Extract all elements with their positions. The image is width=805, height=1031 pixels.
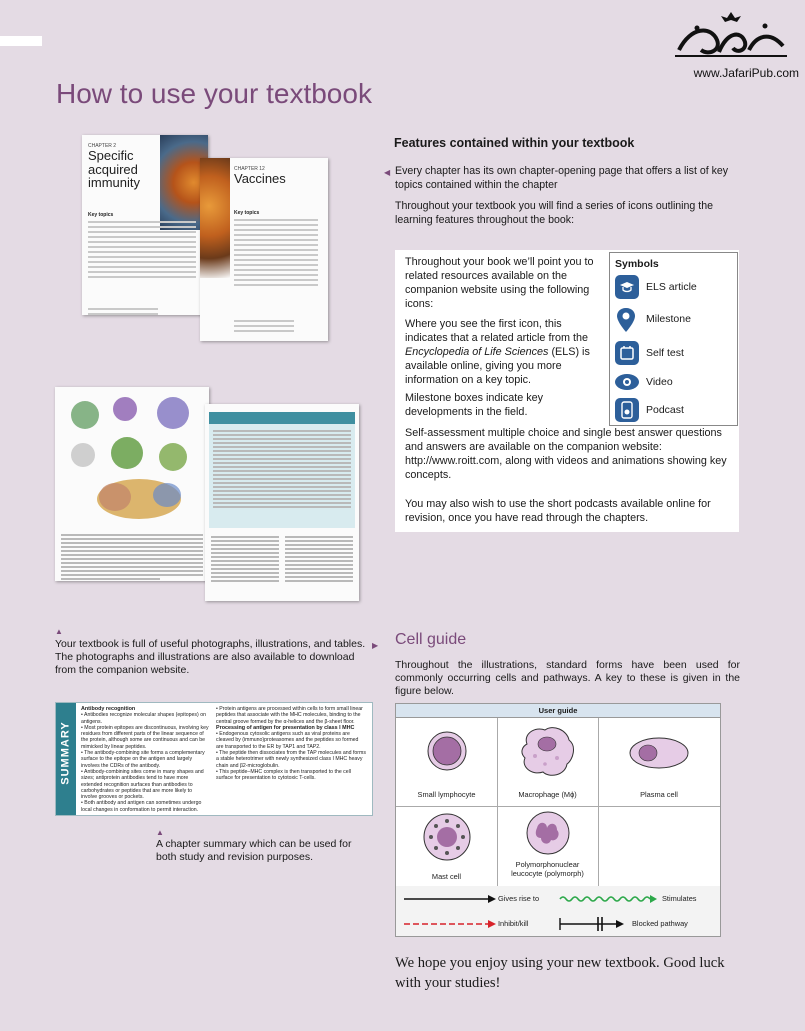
self-test-label: Self test (646, 347, 684, 359)
self-test-icon (615, 341, 639, 365)
polymorph-icon (525, 810, 571, 856)
cell-guide-title: Cell guide (395, 631, 467, 648)
video-icon (614, 373, 640, 396)
closing-message: We hope you enjoy using your new textbook. Good luck with your studies! (395, 955, 725, 991)
summary-left-item-text: Both antibody and antigen can sometimes undergo local changes in conformation to permit interaction. (81, 800, 202, 813)
els-desc-a: Where you see the first icon, this indicates that a related article from the (405, 318, 589, 344)
summary-right-item-text: The peptide then dissociates from the TAP molecules and forms a stable heterotrimer with newly synthesized class I MHC heavy chain and β2-microglobulin. (216, 750, 366, 769)
book2-key-topics: Key topics (234, 209, 260, 216)
plasma-cell-icon (628, 736, 690, 770)
small-lymphocyte-label: Small lymphocyte (417, 790, 476, 799)
features-para-2: Throughout your textbook you will find a series of icons outlining the learning features throughout the book: (395, 200, 713, 226)
chapter-summary-box (55, 702, 373, 816)
polymorph-label: Polymorphonuclear leucocyte (polymorph) (511, 860, 584, 878)
summary-band-label: SUMMARY (59, 721, 72, 785)
book1-title: Specific acquired immunity (88, 148, 141, 191)
milestone-description: Milestone boxes indicate key developments in the field. (405, 392, 544, 418)
publisher-url[interactable]: www.JafariPub.com (693, 66, 799, 80)
summary-left-item-text: Most protein epitopes are discontinuous, involving key residues from different parts of the linear sequence of the protein, although some are continuous and can be mimicked by linear peptides. (81, 724, 209, 750)
summary-right-item: • This peptide–MHC complex is then transported to the cell surface for presentation to cytotoxic T-cells. (216, 768, 351, 782)
blocked-pathway-icon (558, 915, 628, 933)
summary-right-item-text: This peptide–MHC complex is then transported to the cell surface for presentation to cytotoxic T-cells. (216, 768, 351, 782)
protein-structure-illustration (55, 387, 209, 527)
cell-guide-text: Throughout the illustrations, standard forms have been used for commonly occurring cells and pathways. A key to these is given in the figure below. (395, 659, 740, 697)
small-lymphocyte-icon (426, 730, 468, 772)
book1-key-topics: Key topics (88, 211, 114, 218)
video-label: Video (646, 376, 673, 388)
summary-left-item-text: Antibodies recognize molecular shapes (epitopes) on antigens. (81, 712, 206, 725)
pointer-right-icon: ▶ (372, 641, 379, 650)
summary-band (56, 703, 76, 815)
summary-left-item: • Antibodies recognize molecular shapes (epitopes) on antigens. (81, 712, 206, 725)
symbols-panel-title: Symbols (615, 258, 659, 270)
mast-cell-icon (422, 812, 472, 862)
cell-plasma (598, 718, 720, 807)
els-desc-b: (ELS) is available online, giving you more information on a key topic. (405, 346, 590, 386)
els-article-icon (615, 275, 639, 299)
summary-right-item: • Protein antigens are processed within cells to form small linear peptides that associate with the MHC molecules, binding to the central groove formed by the α-helices and the β-sheet floor. (216, 706, 363, 725)
summary-left-column (81, 706, 209, 813)
gives-rise-to-arrow-icon (402, 894, 498, 904)
inhibit-kill-label: Inhibit/kill (498, 919, 529, 928)
macrophage-icon (519, 724, 577, 780)
summary-left-heading: Antibody recognition (81, 706, 136, 712)
pointer-up-icon: ▲ (55, 627, 63, 636)
summary-right-column (216, 706, 366, 782)
plasma-cell-label: Plasma cell (640, 790, 678, 799)
macrophage-label: Macrophage (Mϕ) (518, 790, 577, 799)
stimulates-arrow-icon (558, 894, 658, 904)
corner-tab (0, 36, 42, 46)
book2-chapter: CHAPTER 12 (234, 166, 265, 172)
book2-title: Vaccines (234, 171, 286, 186)
gives-rise-to-label: Gives rise to (498, 894, 540, 903)
stimulates-label: Stimulates (662, 894, 697, 903)
summary-left-item-text: Antibody-combining sites come in many shapes and sizes; antiprotein antibodies tend to have more extended recognition surfaces than antibodies to carbohydrates or peptides that are more likely to involve grooves or pockets. (81, 768, 204, 801)
selftest-description: Self-assessment multiple choice and single best answer questions and answers are available on the companion website: http://www.roitt.com, along with videos and animations showing key concepts. (405, 427, 727, 481)
summary-caption: A chapter summary which can be used for both study and revision purposes. (156, 838, 352, 863)
els-description (405, 317, 605, 387)
cell-macrophage (497, 718, 599, 807)
legend-row-2 (396, 911, 720, 936)
summary-left-item: • Both antibody and antigen can sometimes undergo local changes in conformation to permit interaction. (81, 800, 202, 813)
symbols-panel (609, 252, 738, 426)
page-title: How to use your textbook (56, 78, 372, 109)
user-guide-figure (395, 703, 721, 937)
milestone-icon (616, 307, 636, 333)
features-para-1: Every chapter has its own chapter-opening page that offers a list of key topics contained within the chapter (395, 165, 729, 191)
publisher-logo (671, 6, 791, 64)
cell-small-lymphocyte (396, 718, 498, 807)
figure-page-thumbnail (55, 387, 209, 581)
figures-caption: Your textbook is full of useful photographs, illustrations, and tables. The photographs and illustrations are also available to download from the companion website. (55, 638, 366, 676)
summary-right-item: • Endogenous cytosolic antigens such as viral proteins are cleaved by (immuno)proteasomes and the peptides so formed are transported to the ER by TAP1 and TAP2. (216, 731, 359, 750)
cell-mast (396, 806, 498, 887)
els-article-label: ELS article (646, 281, 697, 293)
user-guide-title: User guide (396, 704, 720, 718)
summary-left-item: • Antibody-combining sites come in many shapes and sizes; antiprotein antibodies tend to have more extended recognition surfaces than antibodies to carbohydrates or peptides that are more likely to involve grooves or pockets. (81, 768, 204, 801)
inhibit-kill-arrow-icon (402, 919, 498, 929)
els-desc-italic: Encyclopedia of Life Sciences (405, 346, 549, 358)
summary-right-item: • The peptide then dissociates from the TAP molecules and forms a stable heterotrimer with newly synthesized class I MHC heavy chain and β2-microglobulin. (216, 750, 366, 769)
book1-chapter: CHAPTER 2 (88, 143, 117, 149)
cell-polymorph (497, 806, 599, 887)
features-title: Features contained within your textbook (394, 136, 635, 150)
pointer-up-icon: ▲ (156, 828, 164, 837)
podcast-label: Podcast (646, 404, 684, 416)
symbols-intro: Throughout your book we’ll point you to related resources available on the companion website using the following icons: (405, 256, 594, 310)
chapter-opener-thumbnail-2 (200, 158, 328, 341)
blocked-pathway-label: Blocked pathway (632, 919, 688, 928)
table-page-thumbnail (205, 404, 359, 601)
mast-cell-label: Mast cell (431, 872, 462, 881)
summary-right-item-text: Protein antigens are processed within cells to form small linear peptides that associate with the MHC molecules, binding to the central groove formed by the α-helices and the β-sheet floor. (216, 706, 363, 725)
milestone-label: Milestone (646, 313, 691, 325)
chapter-opener-thumbnail-1 (82, 135, 208, 315)
summary-left-item-text: The antibody-combining site forms a complementary surface to the epitope on the antigen and largely involves the CDRs of the antibody. (81, 750, 205, 769)
summary-left-item: • The antibody-combining site forms a complementary surface to the epitope on the antigen and largely involves the CDRs of the antibody. (81, 750, 205, 769)
legend-row-1 (396, 886, 720, 912)
podcast-description: You may also wish to use the short podcasts available online for revision, once you have read through the chapters. (405, 498, 711, 524)
summary-right-heading: Processing of antigen for presentation by class I MHC (216, 724, 355, 731)
summary-right-item-text: Endogenous cytosolic antigens such as viral proteins are cleaved by (immuno)proteasomes and the peptides so formed are transported to the ER by TAP1 and TAP2. (216, 731, 359, 750)
pointer-arrow-icon: ◀ (384, 168, 391, 177)
podcast-icon (615, 398, 639, 422)
summary-left-item: • Most protein epitopes are discontinuous, involving key residues from different parts of the linear sequence of the protein, although some are continuous and can be mimicked by linear peptides. (81, 724, 209, 750)
